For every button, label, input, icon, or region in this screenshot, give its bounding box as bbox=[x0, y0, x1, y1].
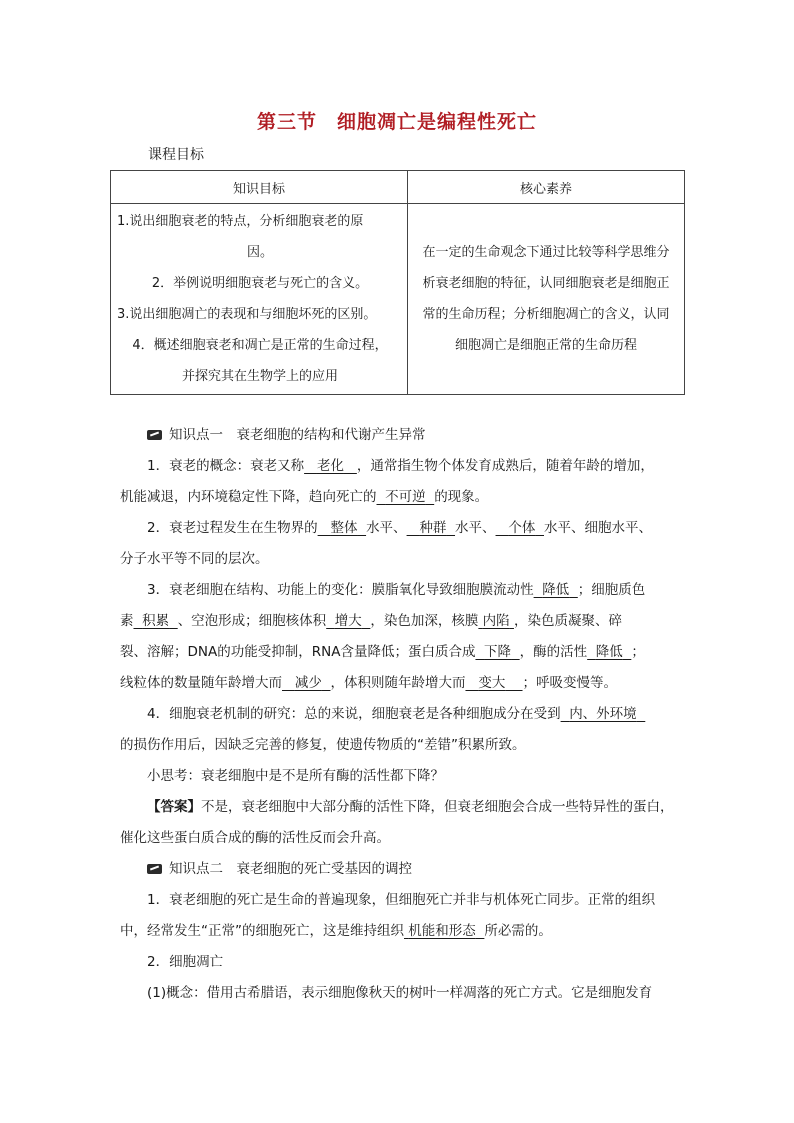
fill-blank-answer bbox=[478, 613, 514, 629]
fill-blank-answer bbox=[475, 644, 519, 660]
fill-blank-answer bbox=[318, 520, 366, 536]
literacy-goal-line: 常的生命历程；分析细胞凋亡的含义，认同 bbox=[422, 307, 670, 322]
answer-paragraph bbox=[120, 792, 680, 823]
knowledge-goal-line: 因。 bbox=[246, 245, 273, 260]
fill-blank-answer bbox=[304, 458, 357, 474]
fill-blank-answer bbox=[282, 675, 330, 691]
course-goals-table bbox=[110, 170, 685, 395]
knowledge-goals-cell bbox=[111, 204, 408, 395]
text: 4．细胞衰老机制的研究：总的来说，细胞衰老是各种细胞成分在受到 bbox=[147, 706, 561, 722]
answer-text: 降低 bbox=[542, 582, 570, 598]
answer-text: 个体 bbox=[508, 520, 536, 536]
text: 水平、细胞水平、 bbox=[544, 520, 652, 536]
pencil-icon bbox=[147, 864, 162, 874]
literacy-goal-line: 在一定的生命观念下通过比较等科学思维分 bbox=[422, 245, 670, 260]
answer-text: 不可逆 bbox=[385, 489, 426, 505]
paragraph-aging-changes-cont bbox=[120, 637, 680, 668]
text: ，染色加深，核膜 bbox=[370, 613, 479, 629]
answer-text: 增大 bbox=[334, 613, 362, 629]
table-header-row bbox=[111, 171, 685, 204]
answer-text: 内、外环境 bbox=[569, 706, 637, 722]
fill-blank-answer bbox=[377, 489, 435, 505]
fill-blank-answer bbox=[407, 520, 455, 536]
answer-text: 老化 bbox=[316, 458, 344, 474]
paragraph-apoptosis-concept: (1)概念：借用古希腊语，表示细胞像秋天的树叶一样凋落的死亡方式。它是细胞发育 bbox=[147, 985, 653, 1001]
knowledge-goal-line: 1.说出细胞衰老的特点，分析细胞衰老的原 bbox=[117, 214, 364, 229]
think-question: 小思考：衰老细胞中是不是所有酶的活性都下降？ bbox=[147, 768, 444, 784]
text: 素 bbox=[120, 613, 134, 629]
knowledge-point-2-title: 知识点二 衰老细胞的死亡受基因的调控 bbox=[169, 861, 412, 877]
table-header-literacy: 核心素养 bbox=[408, 171, 685, 204]
knowledge-goal-line: 并探究其在生物学上的应用 bbox=[181, 369, 338, 384]
paragraph-aging-changes-cont bbox=[120, 606, 680, 637]
text: 1．衰老的概念：衰老又称 bbox=[147, 458, 305, 474]
text: 不是，衰老细胞中大部分酶的活性下降，但衰老细胞会合成一些特异性的蛋白， bbox=[201, 799, 674, 815]
text: 裂、溶解；DNA的功能受抑制，RNA含量降低；蛋白质合成 bbox=[120, 644, 476, 660]
literacy-goal-line: 析衰老细胞的特征，认同细胞衰老是细胞正 bbox=[422, 276, 670, 291]
paragraph-aging-concept bbox=[120, 451, 680, 482]
paragraph-cell-death-cont bbox=[120, 916, 680, 947]
fill-blank-answer bbox=[465, 675, 522, 691]
pencil-icon bbox=[147, 430, 162, 440]
text: 线粒体的数量随年龄增大而 bbox=[120, 675, 282, 691]
table-header-knowledge: 知识目标 bbox=[111, 171, 408, 204]
paragraph-cell-death: 1．衰老细胞的死亡是生命的普遍现象，但细胞死亡并非与机体死亡同步。正常的组织 bbox=[147, 892, 656, 908]
fill-blank-answer bbox=[534, 582, 578, 598]
text: 水平、 bbox=[366, 520, 407, 536]
knowledge-point-1-title: 知识点一 衰老细胞的结构和代谢产生异常 bbox=[169, 427, 426, 443]
answer-text: 降低 bbox=[595, 644, 623, 660]
text: 水平、 bbox=[455, 520, 496, 536]
table-row bbox=[111, 204, 685, 395]
answer-tag: 【答案】 bbox=[147, 799, 201, 815]
knowledge-point-1-heading bbox=[120, 420, 680, 451]
fill-blank-answer bbox=[561, 706, 646, 722]
text: ，酶的活性 bbox=[519, 644, 588, 660]
text: 机能减退，内环境稳定性下降，趋向死亡的 bbox=[120, 489, 377, 505]
text: ；呼吸变慢等。 bbox=[522, 675, 618, 691]
text: ，体积则随年龄增大而 bbox=[330, 675, 466, 691]
fill-blank-answer bbox=[496, 520, 544, 536]
answer-text: 积累 bbox=[142, 613, 170, 629]
answer-text: 机能和形态 bbox=[408, 923, 476, 939]
literacy-goal-line: 细胞凋亡是细胞正常的生命历程 bbox=[454, 338, 637, 353]
answer-text: 下降 bbox=[484, 644, 512, 660]
course-goals-label: 课程目标 bbox=[148, 147, 204, 163]
text: 的现象。 bbox=[434, 489, 489, 505]
fill-blank-answer bbox=[134, 613, 178, 629]
answer-paragraph-cont: 催化这些蛋白质合成的酶的活性反而会升高。 bbox=[120, 830, 390, 846]
paragraph-aging-changes-cont bbox=[120, 668, 680, 699]
paragraph-aging-mechanism-cont: 的损伤作用后，因缺乏完善的修复，使遗传物质的“差错”积累所致。 bbox=[120, 737, 526, 753]
answer-text: 内陷 bbox=[482, 613, 510, 629]
fill-blank-answer bbox=[326, 613, 370, 629]
fill-blank-answer bbox=[404, 923, 484, 939]
paragraph-apoptosis-heading: 2．细胞凋亡 bbox=[147, 954, 224, 970]
answer-text: 减少 bbox=[294, 675, 322, 691]
knowledge-goal-line: 3.说出细胞凋亡的表现和与细胞坏死的区别。 bbox=[117, 307, 377, 322]
text: ，染色质凝聚、碎 bbox=[513, 613, 622, 629]
text: 中，经常发生“正常”的细胞死亡，这是维持组织 bbox=[120, 923, 404, 939]
text: ，通常指生物个体发育成熟后，随着年龄的增加， bbox=[356, 458, 654, 474]
answer-text: 种群 bbox=[419, 520, 447, 536]
page-title: 第三节 细胞凋亡是编程性死亡 bbox=[256, 111, 537, 133]
text: ； bbox=[631, 644, 645, 660]
text: 3．衰老细胞在结构、功能上的变化：膜脂氧化导致细胞膜流动性 bbox=[147, 582, 534, 598]
answer-text: 变大 bbox=[478, 675, 506, 691]
literacy-goals-cell bbox=[408, 204, 685, 395]
paragraph-aging-concept-cont bbox=[120, 482, 680, 513]
answer-text: 整体 bbox=[330, 520, 358, 536]
paragraph-aging-levels bbox=[120, 513, 680, 544]
text: 、空泡形成；细胞核体积 bbox=[177, 613, 327, 629]
paragraph-aging-mechanism bbox=[120, 699, 680, 730]
text: 2．衰老过程发生在生物界的 bbox=[147, 520, 318, 536]
paragraph-aging-changes bbox=[120, 575, 680, 606]
knowledge-goal-line: 2．举例说明细胞衰老与死亡的含义。 bbox=[151, 276, 369, 291]
document-body bbox=[120, 420, 680, 1009]
knowledge-goal-line: 4．概述细胞衰老和凋亡是正常的生命过程， bbox=[132, 338, 388, 353]
text: ；细胞质色 bbox=[577, 582, 646, 598]
knowledge-point-2-heading bbox=[120, 854, 680, 885]
paragraph-aging-levels-cont: 分子水平等不同的层次。 bbox=[120, 551, 269, 567]
text: 所必需的。 bbox=[484, 923, 552, 939]
fill-blank-answer bbox=[587, 644, 631, 660]
